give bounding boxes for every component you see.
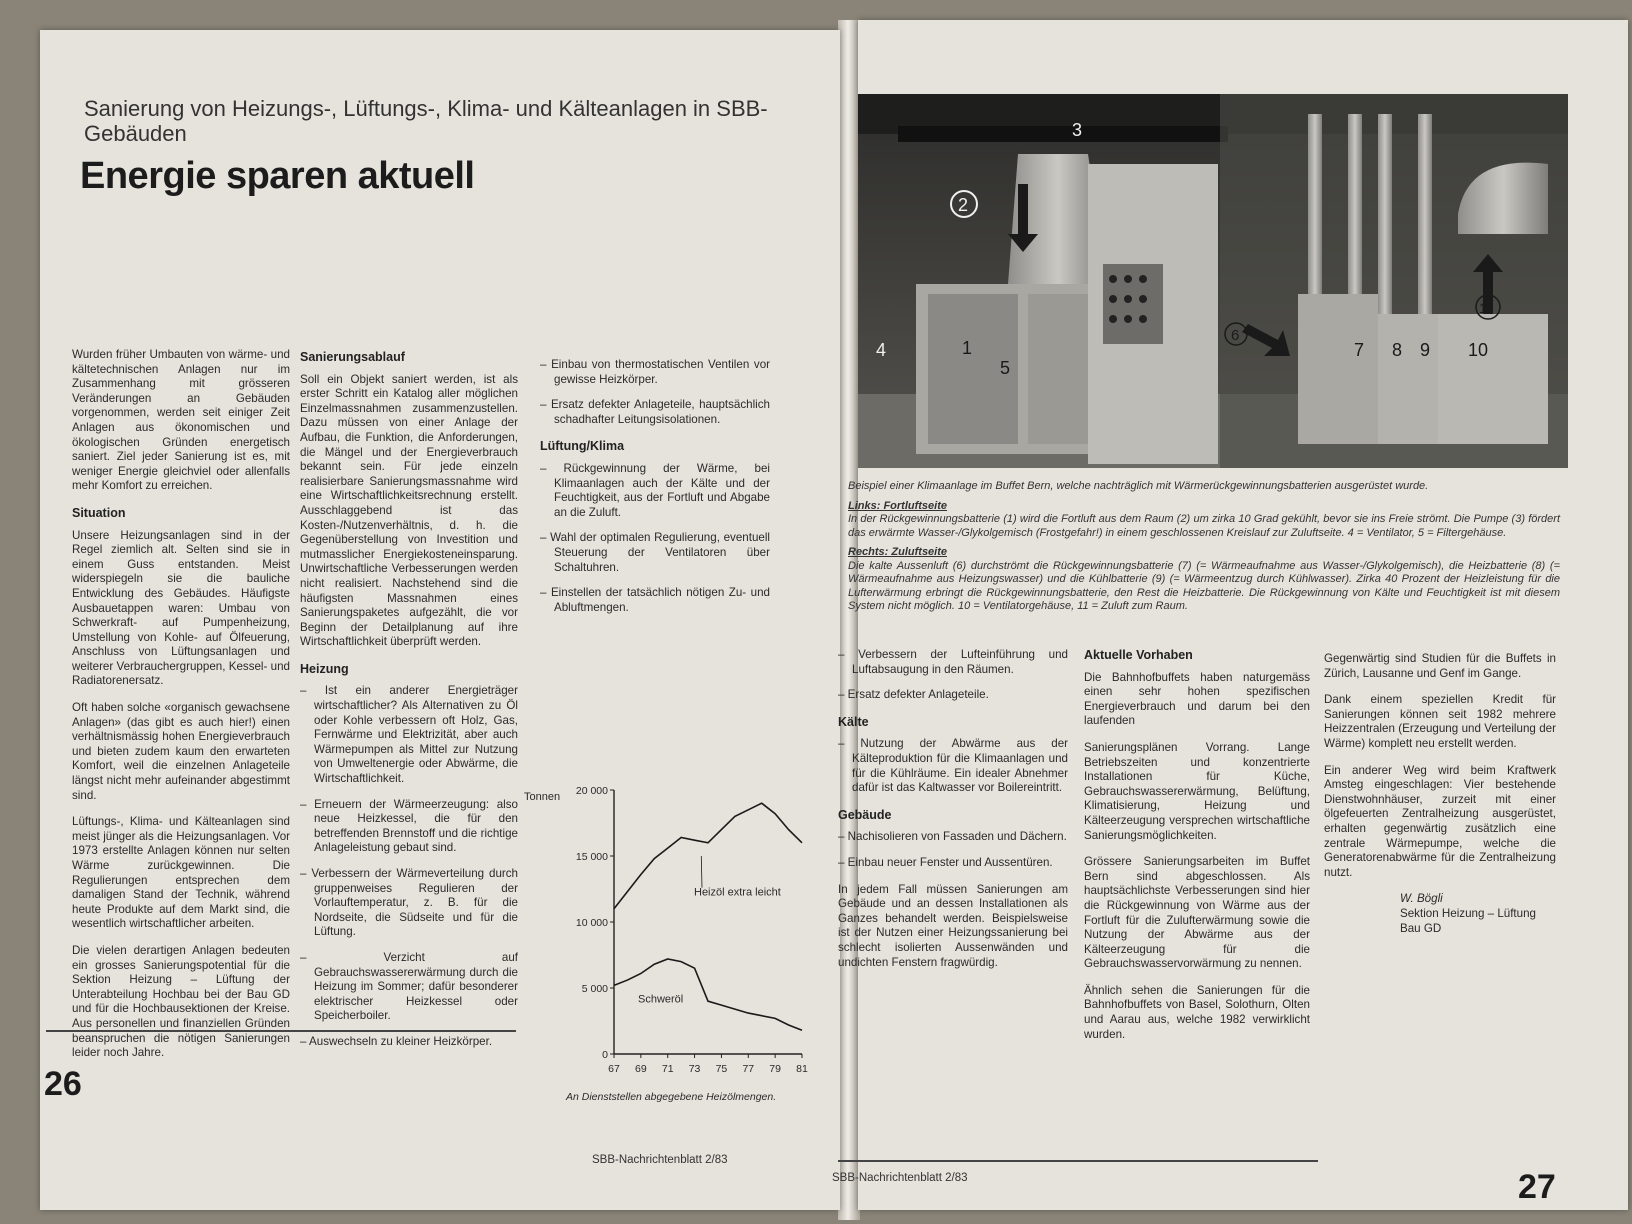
- footer-rule: [838, 1160, 1318, 1162]
- photo-label: 7: [1354, 340, 1365, 360]
- heading-heizung: Heizung: [300, 661, 349, 676]
- x-tick-label: 73: [688, 1063, 701, 1075]
- article-headline: Energie sparen aktuell: [80, 155, 475, 197]
- x-tick-label: 77: [742, 1063, 755, 1075]
- chart-axes: [576, 785, 808, 1075]
- list-item: – Ersatz defekter Anlageteile, hauptsächlich schadhafter Leitungsisolationen.: [540, 398, 770, 427]
- left-column-1: [72, 348, 290, 1073]
- list-item: – Verzicht auf Gebrauchswassererwärmung durch die Heizung im Sommer; dafür besonderer elektrischer Heizkessel oder Speicherboiler.: [300, 951, 518, 1024]
- photo-label: 6: [1231, 327, 1240, 344]
- left-page: [40, 30, 840, 1210]
- magazine-spine: [838, 20, 860, 1220]
- heading-sanierungsablauf: Sanierungsablauf: [300, 350, 405, 364]
- lueftung-list: [540, 462, 770, 615]
- list-item: – Nachisolieren von Fassaden und Dächern.: [838, 830, 1068, 845]
- caption-links-label: [848, 500, 1560, 514]
- right-column-3: [1324, 652, 1556, 936]
- paragraph: Lüftungs-, Klima- und Kälteanlagen sind meist jünger als die Heizungsanlagen. Vor 1973 erstellte Anlagen können nur selten Wärme zurückgewinnen. Die Regulierungen entsprechen dem damaligen Stand der Technik, während heute Produkte auf dem Markt sind, die wesentlich wirtschaftlicher arbeiten.: [72, 815, 290, 931]
- list-item: – Auswechseln zu kleiner Heizkörper.: [300, 1035, 518, 1050]
- right-page: [832, 20, 1628, 1210]
- paragraph: Gegenwärtig sind Studien für die Buffets in Zürich, Lausanne und Genf im Gange.: [1324, 652, 1556, 680]
- kaelte-list: [838, 737, 1068, 795]
- paragraph: Dank einem speziellen Kredit für Sanierungen können seit 1982 mehrere Heizzentralen (Erzeugung und Verteilung der Wärme) komplett neu erstellt werden.: [1324, 693, 1556, 750]
- list-item: – Einstellen der tatsächlich nötigen Zu- und Abluftmengen.: [540, 586, 770, 615]
- x-tick-label: 79: [769, 1063, 781, 1075]
- left-column-2: [300, 350, 518, 1062]
- list-item: – Ersatz defekter Anlageteile.: [838, 688, 1068, 703]
- author-name: W. Bögli: [1400, 892, 1443, 906]
- footer-text: SBB-Nachrichtenblatt 2/83: [832, 1172, 968, 1184]
- links-label: Links: Fortluftseite: [848, 499, 948, 512]
- author-department: Bau GD: [1400, 921, 1442, 935]
- list-item: – Einbau von thermostatischen Ventilen vor gewisse Heizkörper.: [540, 358, 770, 387]
- list-item: – Erneuern der Wärmeerzeugung: also neue Heizkessel, die für den betreffenden Brennstoff und die richtige Anlageleistung gebaut sind.: [300, 798, 518, 856]
- caption-rechts-label: [848, 546, 1560, 560]
- intro-paragraph: Wurden früher Umbauten von wärme- und kältetechnischen Anlagen nur im Zusammenhang mit grösseren Veränderungen an Gebäuden vorgenommen, werden seit einiger Zeit Anlagen aus ökonomischen und ökologischen Gründen energetisch saniert. Ziel jeder Sanierung ist es, mit weniger Energie gleichviel oder allenfalls mehr Komfort zu erreichen.: [72, 348, 290, 493]
- gebaeude-list: [838, 830, 1068, 870]
- photo-label: 8: [1392, 340, 1403, 360]
- x-tick-label: 67: [608, 1063, 620, 1075]
- author-block: [1400, 892, 1556, 936]
- caption-rechts-text: Die kalte Aussenluft (6) durchströmt die Rückgewinnungsbatterie (7) (= Wärmeaufnahme aus Wasser-/Glykolgemisch), die Heizbatterie (8) (= Wärmeaufnahme aus Heizungswasser) und die Kühlbatterie (9) (= Wärmeentzug durch Kühlwasser). Zirka 40 Prozent der Heizleistung für die Lufterwärmung erbringt die Rückgewinnungsbatterie, den Rest die Heizbatterie. Die Rückgewinnung von Kälte und Feuchtigkeit ist mit diesem System nicht möglich. 10 = Ventilatorgehäuse, 11 = Zuluft zum Raum.: [848, 559, 1560, 612]
- y-tick-label: 10 000: [575, 917, 608, 929]
- y-tick-label: 0: [602, 1049, 608, 1061]
- list-item: – Verbessern der Lufteinführung und Luftabsaugung in den Räumen.: [838, 648, 1068, 677]
- photo-label: 11: [1479, 300, 1494, 316]
- photo-label: 10: [1468, 340, 1489, 360]
- chart-series: [614, 803, 802, 1030]
- x-tick-label: 75: [715, 1063, 728, 1075]
- caption-main: Beispiel einer Klimaanlage im Buffet Bern, welche nachträglich mit Wärmerückgewinnungsbatterien ausgerüstet wurde.: [848, 480, 1429, 492]
- y-tick-label: 5 000: [581, 983, 608, 995]
- photo-label: 4: [876, 340, 887, 360]
- footer-rule: [46, 1030, 516, 1032]
- chart-caption: An Dienststellen abgegebene Heizölmengen.: [566, 1091, 777, 1103]
- photo-label: 1: [962, 338, 973, 358]
- list-item: – Nutzung der Abwärme aus der Kälteproduktion für die Klimaanlagen und für die Kühlräume. Ein idealer Abnehmer dafür ist das Kaltwasser vor Boilereintritt.: [838, 737, 1068, 795]
- left-column-3: [540, 358, 770, 627]
- paragraph: Grössere Sanierungsarbeiten im Buffet Bern sind abgeschlossen. Als hauptsächlichste Verbesserungen sind hier die Rückgewinnung von Wärme aus der Fortluft für die Zulufterwärmung sowie die Nutzung der Abwärme aus der Kälteerzeugung für die Gebrauchswasservorwärmung zu nennen.: [1084, 855, 1310, 971]
- photo-label: 2: [958, 195, 969, 215]
- heading-aktuelle-vorhaben: Aktuelle Vorhaben: [1084, 648, 1193, 662]
- series-leader-line: [701, 856, 702, 888]
- paragraph: Oft haben solche «organisch gewachsene Anlagen» (das gibt es auch hier!) einen verhältnismässig hohen Energieverbrauch und bieten zudem kaum den erwarteten Komfort, weil die einzelnen Anlageteile längst nicht mehr aufeinander abgestimmt sind.: [72, 701, 290, 802]
- list-item: – Verbessern der Wärmeverteilung durch gruppenweises Regulieren der Vorlauftemperatur, z. B. für die Nordseite, die Südseite und für die Lüftung.: [300, 867, 518, 940]
- paragraph: Die Bahnhofbuffets haben naturgemäss einen sehr hohen spezifischen Energieverbrauch und darum bei den laufenden: [1084, 670, 1310, 728]
- author-section: Sektion Heizung – Lüftung: [1400, 906, 1537, 920]
- paragraph: Soll ein Objekt saniert werden, ist als erster Schritt ein Katalog aller möglichen Einzelmassnahmen zusammenzustellen. Dazu müssen von einer Anlage der Aufbau, die Funktion, die Anforderungen, die Mängel und der Energieverbrauch bekannt sein. Für jede einzeln realisierbare Sanierungsmassnahme wird eine Wirtschaftlichkeitsrechnung erstellt. Ausschlaggebend ist das Kosten-/Nutzenverhältnis, d. h. die Gegenüberstellung von Investition und mutmasslicher Energiekosteneinsparung. Unwirtschaftliche Verbesserungen werden nicht realisiert. Nachstehend sind die häufigsten Massnahmen eines Sanierungspaketes aufgezählt, die vor Beginn der Detailplanung auf ihre Wirtschaftlichkeit überprüft werden.: [300, 372, 518, 649]
- x-tick-label: 81: [796, 1063, 808, 1075]
- klimaanlage-photo: [858, 94, 1568, 468]
- photo-label: 5: [1000, 358, 1011, 378]
- x-tick-label: 71: [661, 1063, 674, 1075]
- caption-links-text: In der Rückgewinnungsbatterie (1) wird die Fortluft aus dem Raum (2) um zirka 10 Grad gekühlt, bevor sie ins Freie strömt. Die Pumpe (3) fördert das erwärmte Wasser-/Glykolgemisch (Frostgefahr!) in einem geschlossenen Kreislauf zur Zuluftseite. 4 = Ventilator, 5 = Filtergehäuse.: [848, 513, 1560, 539]
- paragraph: Unsere Heizungsanlagen sind in der Regel ziemlich alt. Selten sind sie in einem Guss entstanden. Meist widerspiegeln sie die bauliche Entwicklung des Gebäudes. Häufigste Ausbauetappen waren: Umbau von Schwerkraft- auf Pumpenheizung, Umstellung von Kohle- auf Ölfeuerung, Anschluss von Lüftungsanlagen und weiterer Verbrauchergruppen, Kessel- und Radiatorenersatz.: [72, 528, 290, 688]
- series-label: Schweröl: [638, 993, 684, 1006]
- list-item: – Einbau neuer Fenster und Aussentüren.: [838, 856, 1068, 871]
- page-number: 26: [44, 1065, 82, 1103]
- article-kicker: Sanierung von Heizungs-, Lüftungs-, Klima- und Kälteanlagen in SBB-Gebäuden: [84, 96, 768, 146]
- photo-label: 9: [1420, 340, 1431, 360]
- photo-caption: [848, 480, 1560, 620]
- paragraph: In jedem Fall müssen Sanierungen am Gebäude und an dessen Installationen als Ganzes behandelt werden. Beispielsweise ist der Nutzen einer Heizungssanierung bei schlecht isolierten Aussenwänden und undichten Fenstern fragwürdig.: [838, 882, 1068, 969]
- footer-text: SBB-Nachrichtenblatt 2/83: [592, 1154, 728, 1166]
- lueftung-list-cont: [838, 648, 1068, 703]
- y-tick-label: 15 000: [575, 851, 608, 863]
- heading-situation: Situation: [72, 505, 126, 520]
- photo-illustration: [858, 94, 1568, 468]
- photo-label: 3: [1072, 120, 1083, 140]
- paragraph: Ein anderer Weg wird beim Kraftwerk Amsteg eingeschlagen: Vier bestehende Dienstwohnhäuser, zurzeit mit einer ölgefeuerten Zentralheizung ausgerüstet, erhalten gegenwärtig zusätzlich eine zentrale Wärmepumpe, welche die Generatorenabwärme für die Zentralheizung nutzt.: [1324, 763, 1556, 879]
- right-column-2: [1084, 648, 1310, 1054]
- x-tick-label: 69: [635, 1063, 647, 1075]
- list-item: – Rückgewinnung der Wärme, bei Klimaanlagen auch der Kälte und der Feuchtigkeit, aus der Fortluft und Abgabe an die Zuluft.: [540, 462, 770, 520]
- paragraph: Die vielen derartigen Anlagen bedeuten ein grosses Sanierungspotential für die Sektion Heizung – Lüftung der Unterabteilung Hochbau bei der Bau GD und für die Hochbausektionen der Kreise. Aus personellen und finanziellen Gründen beanspruchen die nötigen Sanierungen leider noch Jahre.: [72, 943, 290, 1060]
- y-axis-label: Tonnen: [524, 791, 561, 803]
- list-item: – Wahl der optimalen Regulierung, eventuell Steuerung der Ventilatoren über Schaltuhren.: [540, 531, 770, 575]
- heading-gebaeude: Gebäude: [838, 807, 892, 822]
- series-label: Heizöl extra leicht: [694, 886, 781, 899]
- y-tick-label: 20 000: [575, 785, 608, 797]
- rechts-label: Rechts: Zuluftseite: [848, 546, 948, 558]
- list-item: – Ist ein anderer Energieträger wirtschaftlicher? Als Alternativen zu Öl oder Kohle verbessern oft Holz, Gas, Fernwärme und Elektrizität, aber auch Wärmepumpen als Mittel zur Nutzung von Umweltenergie oder Abwärme, die Wirtschaftlichkeit.: [300, 684, 518, 786]
- right-column-1: [838, 648, 1068, 982]
- heizung-list-cont: [540, 358, 770, 427]
- paragraph: Sanierungsplänen Vorrang. Lange Betriebszeiten und konzentrierte Installationen für Küche, Gebrauchswassererwärmung, Belüftung, Klimatisierung, Heizung und Kälteerzeugung versprechen wirtschaftliche Sanierungsmöglichkeiten.: [1084, 740, 1310, 842]
- heading-lueftung-klima: Lüftung/Klima: [540, 439, 625, 454]
- paragraph: Ähnlich sehen die Sanierungen für die Bahnhofbuffets von Basel, Solothurn, Olten und Aarau aus, welche 1982 verwirklicht wurden.: [1084, 983, 1310, 1041]
- heizung-list: [300, 684, 518, 1049]
- heizoel-chart: [516, 760, 816, 1105]
- heading-kaelte: Kälte: [838, 714, 869, 729]
- page-number: 27: [1518, 1168, 1556, 1206]
